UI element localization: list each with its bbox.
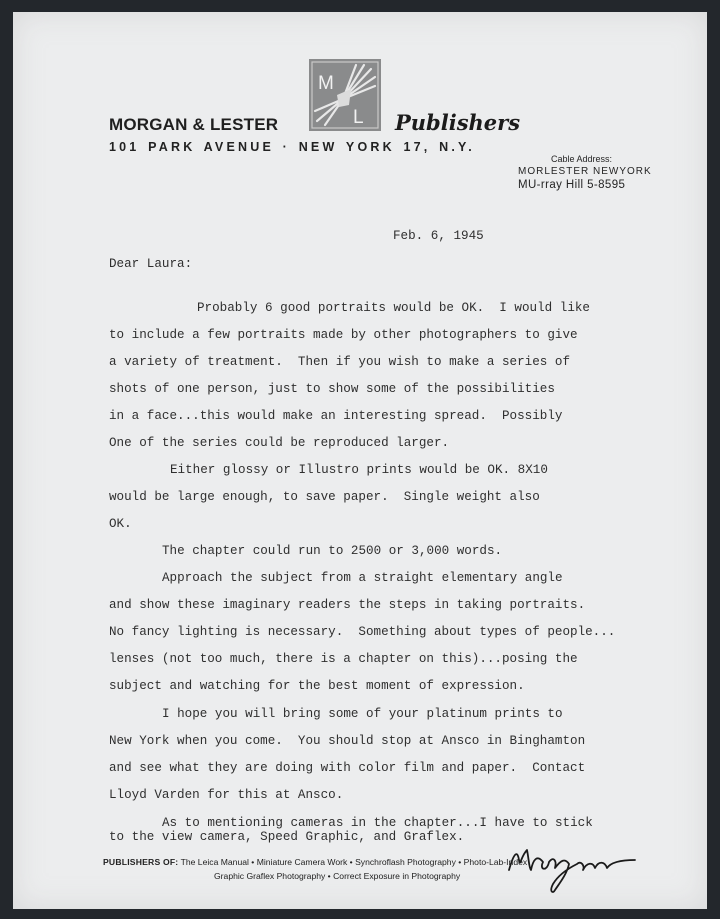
cable-block [518, 154, 652, 191]
letter-greeting: Dear Laura: [109, 257, 193, 271]
cable-address: MORLESTER NEWYORK [518, 166, 652, 177]
body-line: Approach the subject from a straight elementary angle [162, 571, 563, 585]
body-line: One of the series could be reproduced larger. [109, 436, 450, 450]
ml-logo-icon [309, 59, 381, 131]
body-line: would be large enough, to save paper. Single weight also [109, 490, 540, 504]
body-line: OK. [109, 517, 132, 531]
footer-publications [103, 857, 623, 881]
company-name: MORGAN & LESTER [109, 115, 279, 134]
body-line: subject and watching for the best moment of expression. [109, 679, 525, 693]
body-line: lenses (not too much, there is a chapter on this)...posing the [109, 652, 578, 666]
body-line: New York when you come. You should stop at Ansco in Binghamton [109, 734, 586, 748]
footer-label: PUBLISHERS OF: [103, 857, 179, 867]
letter-date: Feb. 6, 1945 [393, 229, 484, 243]
body-line: Lloyd Varden for this at Ansco. [109, 788, 344, 802]
body-line: Either glossy or Illustro prints would be OK. 8X10 [170, 463, 548, 477]
cable-label: Cable Address: [551, 154, 613, 164]
street-address: 101 PARK AVENUE · NEW YORK 17, N.Y. [109, 140, 475, 154]
body-line: No fancy lighting is necessary. Something about types of people... [109, 625, 616, 639]
body-line: a variety of treatment. Then if you wish to make a series of [109, 355, 571, 369]
body-line: in a face...this would make an interesting spread. Possibly [109, 409, 563, 423]
body-line: and see what they are doing with color film and paper. Contact [109, 761, 586, 775]
footer-titles-line1: The Leica Manual • Miniature Camera Work • Synchroflash Photography • Photo-Lab-Index [180, 857, 528, 867]
publishers-script: Publishers [395, 110, 521, 135]
body-line: I hope you will bring some of your platinum prints to [162, 707, 563, 721]
phone-number: MU-rray Hill 5-8595 [518, 179, 626, 191]
logo-letter-l: L [353, 107, 364, 128]
body-line: and show these imaginary readers the steps in taking portraits. [109, 598, 586, 612]
body-line: As to mentioning cameras in the chapter...I have to stick [162, 816, 593, 830]
body-line: The chapter could run to 2500 or 3,000 words. [162, 544, 503, 558]
letter-page [13, 12, 707, 909]
body-line: to the view camera, Speed Graphic, and Graflex. [109, 830, 465, 844]
body-line: Probably 6 good portraits would be OK. I would like [197, 301, 590, 315]
body-line: shots of one person, just to show some of the possibilities [109, 382, 555, 396]
footer-titles-line2: Graphic Graflex Photography • Correct Exposure in Photography [214, 871, 461, 881]
logo-letter-m: M [318, 73, 334, 94]
body-line: to include a few portraits made by other photographers to give [109, 328, 578, 342]
